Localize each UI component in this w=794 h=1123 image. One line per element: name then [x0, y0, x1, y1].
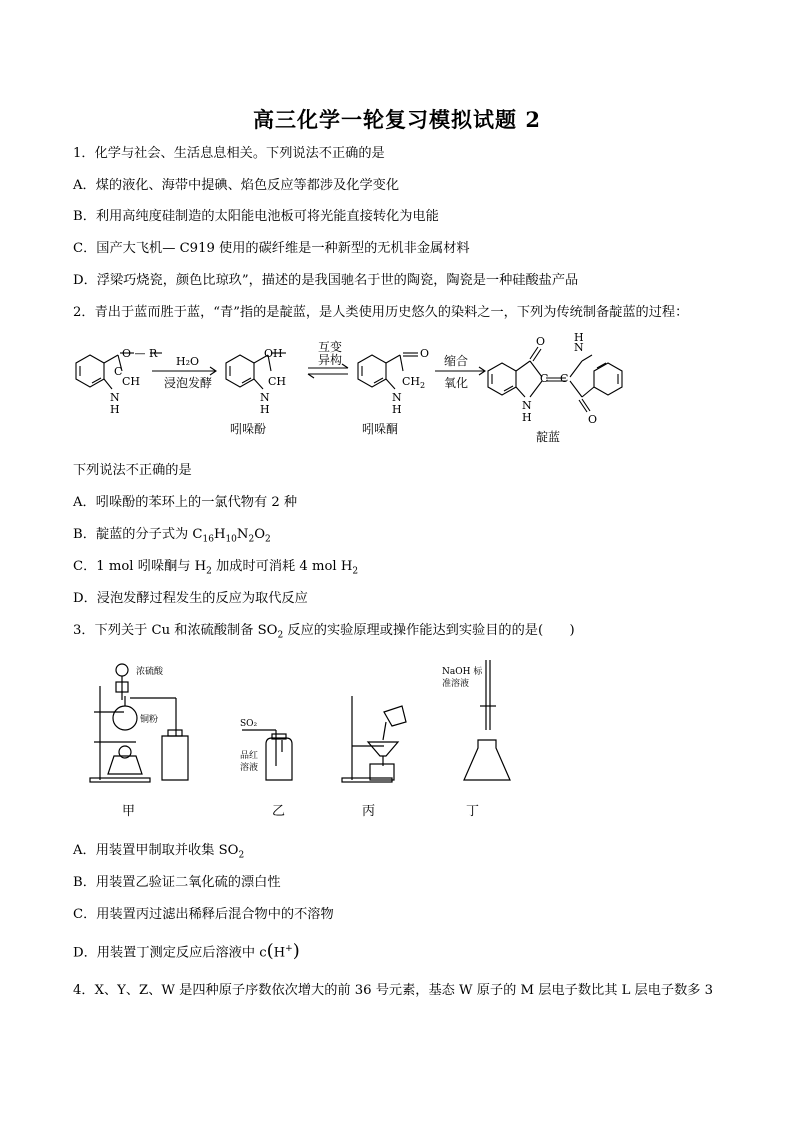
- svg-text:N: N: [110, 391, 120, 404]
- step1-condition: 浸泡发酵: [164, 376, 213, 390]
- q3-option-a: A．用装置甲制取并收集 $SO_2$: [73, 843, 245, 861]
- hydroxyl-label: OH: [264, 347, 283, 360]
- fuchsine-label-2: 溶液: [240, 763, 259, 773]
- svg-text:H: H: [110, 403, 120, 416]
- svg-text:H: H: [260, 403, 270, 416]
- page-title: 高三化学一轮复习模拟试题 2: [253, 107, 541, 132]
- apparatus-figure: [80, 656, 520, 786]
- naoh-label-1: NaOH 标: [442, 667, 483, 677]
- svg-text:C: C: [560, 372, 569, 385]
- copper-label: 铜粉: [140, 715, 159, 725]
- indigo-synthesis-scheme: [70, 333, 640, 448]
- indigo-name: 靛蓝: [536, 430, 561, 444]
- indoxyl-name: 吲哚酚: [230, 422, 267, 436]
- svg-text:O: O: [420, 347, 430, 360]
- svg-text:O: O: [588, 413, 598, 426]
- q3-option-b: B．用装置乙验证二氧化硫的漂白性: [73, 875, 281, 890]
- svg-text:C: C: [540, 372, 549, 385]
- svg-text:CH2: $CH_2$: [402, 375, 426, 390]
- label-yi: 乙: [272, 804, 286, 819]
- q3-stem: 3．下列关于 Cu 和浓硫酸制备 $SO_2$ 反应的实验原理或操作能达到实验目的的是( ): [73, 623, 575, 641]
- r-group-label: O — R: [122, 347, 158, 360]
- svg-text:N: N: [522, 399, 532, 412]
- svg-text:H: H: [392, 403, 402, 416]
- apparatus-jia: [90, 664, 188, 782]
- q2-option-a: A．吲哚酚的苯环上的一氯代物有 2 种: [73, 495, 298, 510]
- svg-text:N: N: [392, 391, 402, 404]
- apparatus-ding: [464, 660, 510, 780]
- q3-option-d: D．用装置丁测定反应后溶液中 c(H+): [73, 940, 300, 962]
- label-jia: 甲: [122, 804, 136, 819]
- q4-stem: 4．X、Y、Z、W 是四种原子序数依次增大的前 36 号元素，基态 W 原子的 M 层电子数比其 L 层电子数多 3: [73, 983, 714, 998]
- q2-option-c: C．1 mol 吲哚酮与 $H_2$ 加成时可消耗 4 mol $H_2$: [73, 559, 359, 577]
- q1-option-d: D．浮梁巧烧瓷，颜色比琼玖”，描述的是我国驰名于世的陶瓷，陶瓷是一种硅酸盐产品: [73, 273, 579, 288]
- acid-label: 浓硫酸: [136, 667, 164, 677]
- q2-question: 下列说法不正确的是: [73, 463, 192, 478]
- q1-option-b: B．利用高纯度硅制造的太阳能电池板可将光能直接转化为电能: [73, 209, 439, 224]
- naoh-label-2: 准溶液: [442, 679, 470, 689]
- label-bing: 丙: [362, 804, 376, 819]
- q3-option-c: C．用装置丙过滤出稀释后混合物中的不溶物: [73, 907, 334, 922]
- q1-option-a: A．煤的液化、海带中提碘、焰色反应等都涉及化学变化: [73, 178, 400, 193]
- so2-label: SO₂: [240, 719, 258, 729]
- svg-text:O: O: [536, 335, 546, 348]
- q1-stem: 1．化学与社会、生活息息相关。下列说法不正确的是: [73, 146, 385, 161]
- indigo-structure: [488, 347, 622, 412]
- step3-bottom: 氧化: [444, 376, 469, 390]
- label-ding: 丁: [466, 804, 480, 819]
- svg-text:N: N: [574, 341, 584, 354]
- step2-bottom: 异构: [318, 353, 343, 367]
- indolinone-name: 吲哚酮: [362, 422, 399, 436]
- svg-text:N: N: [260, 391, 270, 404]
- q2-option-b: B．靛蓝的分子式为 $C_{16}H_{10}N_2O_2$: [73, 527, 271, 545]
- svg-text:H: H: [574, 333, 584, 344]
- step1-reagent: H₂O: [176, 355, 200, 368]
- svg-text:H: H: [522, 411, 532, 424]
- svg-text:CH: CH: [268, 375, 287, 388]
- svg-text:CH: CH: [122, 375, 141, 388]
- step3-top: 缩合: [444, 354, 469, 368]
- apparatus-bing: [342, 696, 406, 782]
- q2-stem: 2．青出于蓝而胜于蓝，“青”指的是靛蓝，是人类使用历史悠久的染料之一，下列为传统制备靛蓝的过程：: [73, 305, 689, 320]
- svg-text:C: C: [114, 365, 123, 378]
- fuchsine-label-1: 品红: [240, 751, 259, 761]
- q1-option-c: C．国产大飞机— C919 使用的碳纤维是一种新型的无机非金属材料: [73, 241, 470, 256]
- q2-option-d: D．浸泡发酵过程发生的反应为取代反应: [73, 591, 308, 606]
- step2-top: 互变: [318, 340, 343, 354]
